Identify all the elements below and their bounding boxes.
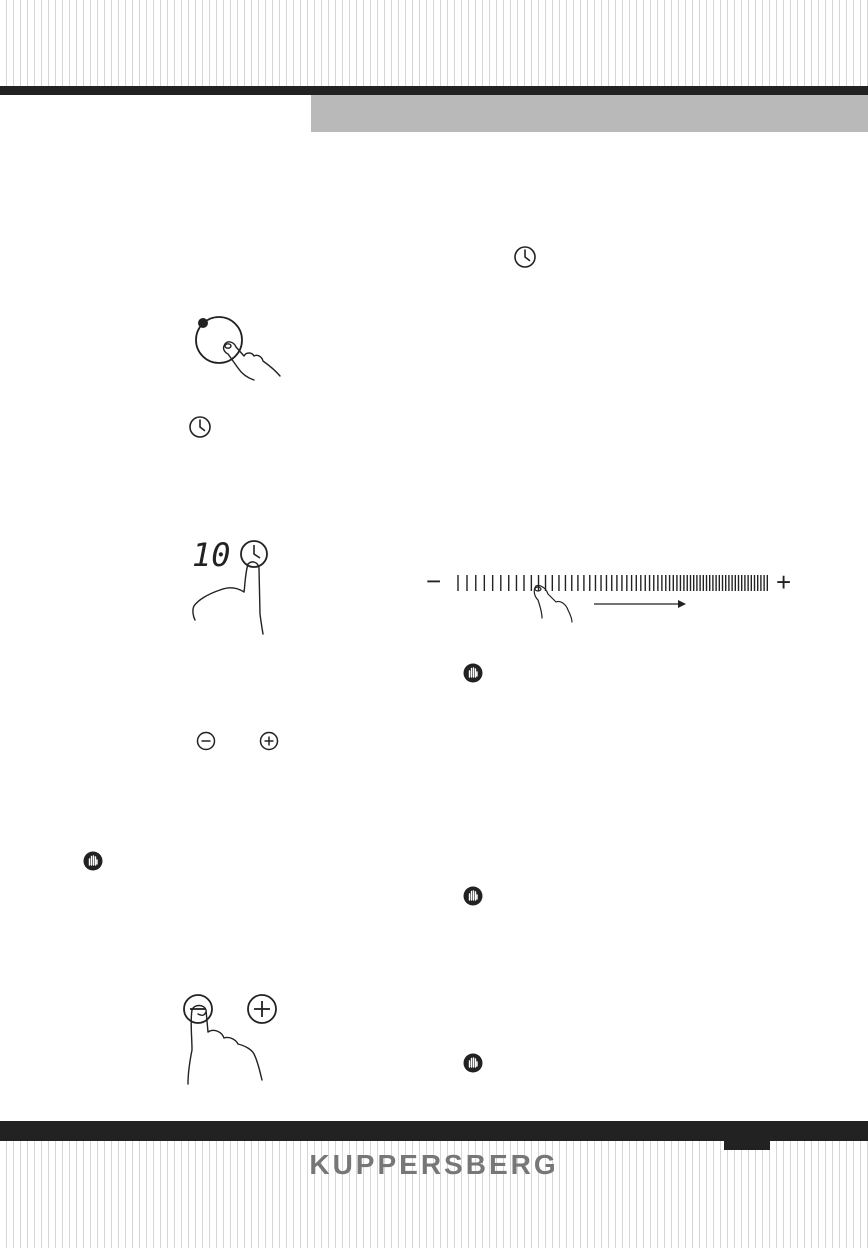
timer-display-illustration <box>190 534 290 638</box>
header-band <box>311 95 868 132</box>
warning-hand-icon <box>83 851 103 871</box>
slider-plus-label: + <box>776 567 792 597</box>
brand-logo: KUPPERSBERG <box>309 1149 559 1180</box>
plus-circle-icon <box>259 731 279 751</box>
slider-minus-label: − <box>426 566 442 596</box>
warning-hand-icon <box>463 1053 483 1073</box>
power-key-press-illustration <box>188 308 288 388</box>
top-striped-border <box>0 0 868 86</box>
slider-illustration <box>420 566 800 626</box>
clock-icon <box>188 415 212 439</box>
plus-circle-icon <box>248 995 276 1023</box>
hand-press-icon <box>224 342 280 380</box>
minus-circle-icon <box>184 995 212 1023</box>
minus-circle-icon <box>196 731 216 751</box>
clock-icon <box>513 245 537 269</box>
timer-display-value: 10 <box>192 536 231 574</box>
minus-plus-press-illustration <box>180 992 284 1088</box>
bottom-rule <box>0 1121 868 1141</box>
warning-hand-icon <box>463 886 483 906</box>
power-key-icon <box>196 317 242 363</box>
warning-hand-icon <box>463 663 483 683</box>
clock-icon <box>241 541 267 567</box>
top-rule <box>0 86 868 95</box>
